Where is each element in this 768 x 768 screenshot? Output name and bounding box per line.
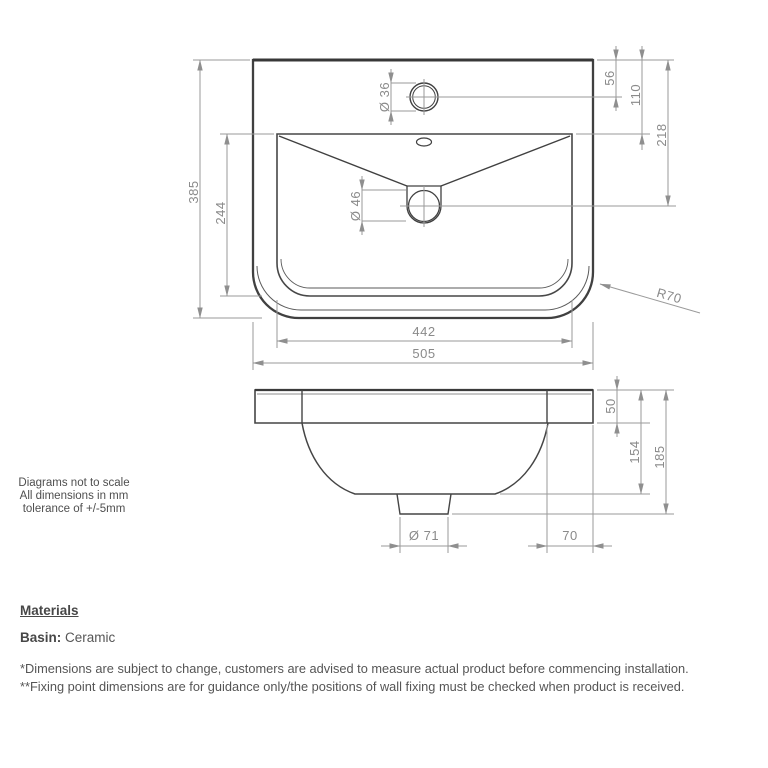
dim-overall-height-label: 185: [652, 445, 667, 469]
dim-tap-offset-label: 56: [602, 70, 617, 86]
plan-dimension-lines: [200, 46, 700, 363]
materials-heading: Materials: [20, 603, 79, 618]
footnote-fixing-points: **Fixing point dimensions are for guidance only/the positions of wall fixing must be checked when product is received.: [20, 679, 685, 694]
basin-material-label: Basin:: [20, 630, 62, 645]
overflow-slot: [417, 138, 432, 146]
basin-outer-rim-outline: [253, 60, 593, 318]
dim-bowl-width-label: 442: [412, 324, 436, 339]
dim-bowl-offset-label: 110: [628, 83, 643, 107]
dim-overall-width-label: 505: [412, 346, 436, 361]
side-product-outline: [255, 390, 593, 514]
plan-view: [186, 46, 700, 370]
dim-tap-hole-diameter-label: Ø 36: [377, 81, 392, 113]
footnote-dimensions: *Dimensions are subject to change, customers are advised to measure actual product before commencing installation.: [20, 661, 689, 676]
note-line-2: All dimensions in mm: [19, 490, 129, 502]
side-view: [255, 376, 674, 553]
dim-waste-diameter-label: Ø 46: [348, 190, 363, 222]
dim-overall-depth-label: 385: [186, 180, 201, 204]
basin-material-value: Ceramic: [65, 630, 116, 645]
bowl-edge-roundover-line: [281, 259, 568, 288]
scale-tolerance-note: [14, 477, 134, 516]
waste-outlet-stub: [397, 494, 451, 514]
side-dimension-lines: [381, 376, 666, 546]
dim-deck-thickness-label: 50: [603, 398, 618, 414]
deck-section-outline: [255, 390, 593, 423]
dim-waste-offset-label: 218: [654, 123, 669, 147]
dim-waste-outlet-diameter-label: Ø 71: [408, 528, 440, 543]
bowl-underside-outline: [302, 423, 548, 494]
side-extension-lines: [400, 390, 674, 553]
dim-corner-radius-label: R70: [654, 284, 684, 307]
bowl-slope-line-left: [279, 136, 407, 186]
dim-back-ledge-label: 70: [562, 528, 578, 543]
bowl-slope-line-right: [441, 136, 570, 186]
dim-bowl-height-label: 154: [627, 440, 642, 464]
plan-product-outline: [253, 60, 593, 318]
note-line-3: tolerance of +/-5mm: [22, 503, 126, 515]
basin-material-line: [20, 630, 115, 645]
dim-bowl-depth-label: 244: [213, 201, 228, 225]
note-line-1: Diagrams not to scale: [18, 477, 130, 489]
